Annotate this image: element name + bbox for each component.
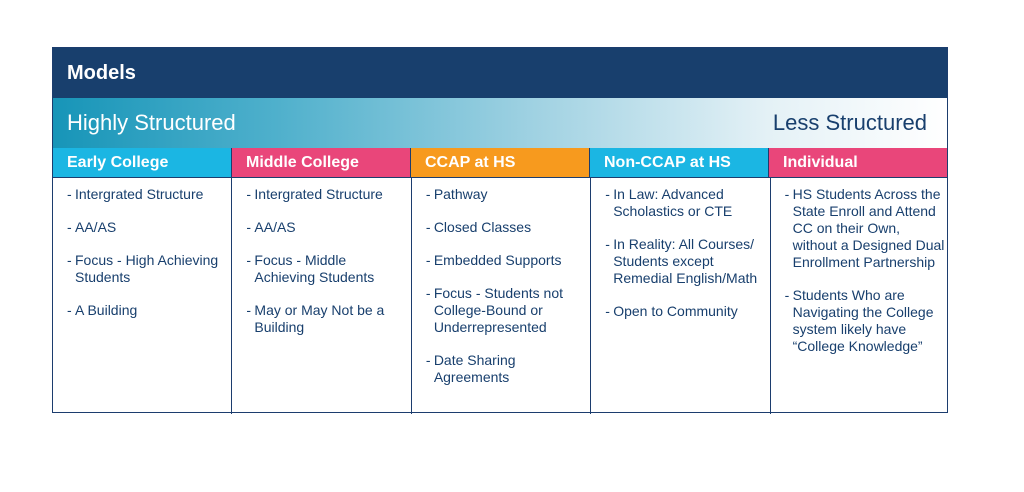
list-item-text: May or May Not be a Building [254, 302, 385, 335]
bullet-dash: - [425, 252, 431, 268]
bullet-dash: - [246, 302, 252, 318]
list-item-text: Students Who are Navigating the College system likely have “College Knowledge” [792, 287, 934, 354]
scale-right-label: Less Structured [772, 110, 927, 135]
list-item-text: Open to Community [613, 303, 738, 319]
list-item [785, 287, 945, 355]
column-ccap-at-hs [412, 178, 591, 414]
table-title-bar [53, 48, 947, 98]
column-header-individual: Individual [769, 148, 947, 177]
bullet-dash: - [425, 285, 431, 301]
list-item [605, 303, 765, 320]
column-middle-college [232, 178, 411, 414]
list-item-text: Closed Classes [433, 219, 532, 235]
column-non-ccap-at-hs [591, 178, 770, 414]
column-header-ccap-at-hs: CCAP at HS [411, 148, 590, 177]
list-item [426, 186, 586, 203]
bullet-dash: - [67, 252, 72, 268]
structure-scale-bar [53, 98, 947, 148]
list-item-text: Intergrated Structure [75, 186, 204, 202]
list-item [785, 186, 945, 271]
column-bodies [53, 177, 947, 414]
list-item-text: AA/AS [254, 219, 296, 235]
list-item [67, 252, 227, 286]
list-item-text: Intergrated Structure [254, 186, 383, 202]
bullet-dash: - [67, 302, 72, 318]
list-item [426, 252, 586, 269]
list-item [426, 219, 586, 236]
column-headers [53, 148, 947, 177]
table-title: Models [67, 61, 136, 84]
list-item-text: Pathway [433, 186, 488, 202]
bullet-dash: - [246, 186, 252, 202]
list-item [67, 219, 227, 236]
list-item [246, 302, 406, 336]
list-item [605, 236, 765, 287]
list-item [426, 285, 586, 336]
list-item-text: A Building [75, 302, 138, 318]
column-header-middle-college: Middle College [232, 148, 411, 177]
list-item-text: In Law: Advanced Scholastics or CTE [613, 186, 733, 219]
list-item-text: In Reality: All Courses/ Students except Remedial English/Math [613, 236, 758, 286]
list-item-text: Focus - High Achieving Students [75, 252, 219, 285]
list-item [605, 186, 765, 220]
bullet-dash: - [425, 186, 431, 202]
bullet-dash: - [67, 219, 72, 235]
list-item [67, 186, 227, 203]
bullet-dash: - [605, 236, 610, 252]
bullet-dash: - [246, 219, 252, 235]
column-header-non-ccap-at-hs: Non-CCAP at HS [590, 148, 769, 177]
list-item-text: Date Sharing Agreements [433, 352, 516, 385]
column-early-college [53, 178, 232, 414]
list-item-text: HS Students Across the State Enroll and Attend CC on their Own, without a Designed Dual Enrollment Partnership [792, 186, 945, 270]
bullet-dash: - [246, 252, 252, 268]
list-item [246, 252, 406, 286]
bullet-dash: - [67, 186, 72, 202]
scale-left-label: Highly Structured [67, 110, 236, 135]
list-item-text: AA/AS [75, 219, 117, 235]
list-item-text: Focus - Students not College-Bound or Underrepresented [433, 285, 563, 335]
bullet-dash: - [784, 186, 790, 202]
list-item-text: Embedded Supports [433, 252, 562, 268]
list-item [426, 352, 586, 386]
models-table [52, 47, 948, 413]
column-header-early-college: Early College [53, 148, 232, 177]
column-individual [771, 178, 947, 414]
list-item [246, 186, 406, 203]
bullet-dash: - [425, 352, 431, 368]
bullet-dash: - [605, 186, 610, 202]
list-item-text: Focus - Middle Achieving Students [254, 252, 375, 285]
bullet-dash: - [425, 219, 431, 235]
list-item [246, 219, 406, 236]
bullet-dash: - [784, 287, 790, 303]
list-item [67, 302, 227, 319]
bullet-dash: - [605, 303, 610, 319]
